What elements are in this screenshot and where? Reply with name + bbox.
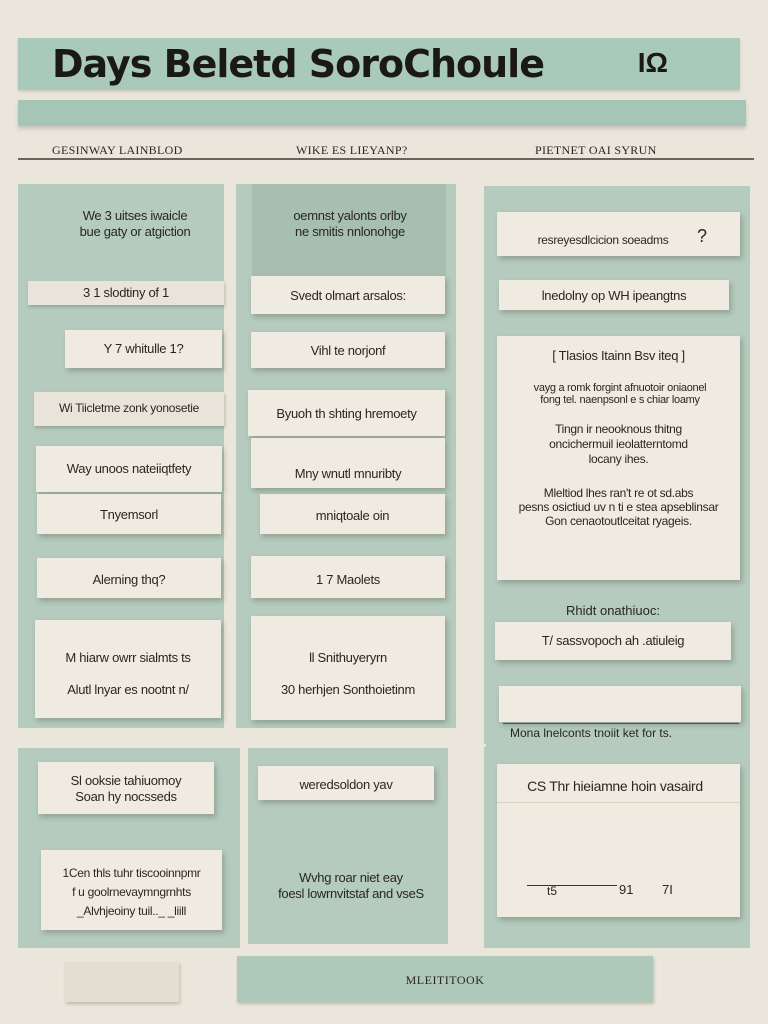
bottom-right-card — [497, 764, 740, 917]
page-title: Days Beletd SoroChoule — [52, 42, 544, 86]
left-card-3[interactable]: Wi Tiicletme zonk yonosetie — [34, 392, 224, 426]
right-card-c-heading: [ Tlasios Itainn Bsv iteq ] — [552, 348, 685, 363]
middle-card-5[interactable]: mniqtoale oin — [260, 494, 445, 534]
bottom-left-card-bottom[interactable]: 1Cen thls tuhr tiscooinnpmr f u goolrnevaymngrnhts _Alvhjeoiny tuil.._ _liill — [41, 850, 222, 930]
page-title-mark: IΩ — [637, 47, 668, 78]
right-card-b[interactable]: lnedolny op WH ipeangtns — [499, 280, 729, 310]
right-card-c-footer: Mleltiod lhes ran't re ot sd.abs pesns osictiud uv n ti e stea apseblinsar Gon cenaotoutlceitat ryageis. — [518, 486, 719, 528]
right-card-c-middle: Tingn ir neooknous thitng oncichermuil ieolatterntomd locany ihes. — [549, 422, 688, 466]
column-header-right: PIETNET OAI SYRUN — [535, 143, 657, 157]
bottom-right-card-divider — [497, 802, 740, 803]
title-bar — [18, 38, 740, 90]
right-footer-line: Mona lnelconts tnoiit ket for ts. — [510, 726, 673, 740]
middle-card-6[interactable]: 1 7 Maolets — [251, 556, 445, 598]
right-card-a[interactable] — [497, 212, 740, 256]
right-input-field[interactable]: T/ sassvopoch ah .atiuleig — [495, 622, 731, 660]
middle-card-7[interactable]: ll Snithuyeryrn 30 herhjen Sonthoietinm — [251, 616, 445, 720]
middle-card-3[interactable]: Byuoh th shting hremoety — [248, 390, 445, 436]
footer-blank-tab[interactable] — [65, 962, 179, 1002]
left-card-2[interactable]: Y 7 whitulle 1? — [65, 330, 222, 368]
footer-action-button[interactable] — [237, 956, 653, 1002]
right-blank-field[interactable] — [499, 686, 741, 722]
middle-card-1[interactable]: Svedt olmart arsalos: — [251, 276, 445, 314]
middle-card-4[interactable]: Mny wnutl mnuribty — [251, 438, 445, 488]
left-card-7[interactable]: M hiarw owrr sialmts ts Alutl lnyar es nootnt n/ — [35, 620, 221, 718]
right-note-label: Rhidt onathiuoc: — [566, 603, 660, 618]
sub-header-bar — [18, 100, 746, 126]
left-card-1[interactable]: 3 1 slodtiny of 1 — [28, 281, 224, 305]
middle-panel-intro: oemnst yalonts orlby ne smitis nnlonohge — [293, 208, 407, 239]
middle-card-2[interactable]: Vihl te norjonf — [251, 332, 445, 368]
right-card-c-body: vayg a romk forgint afnuotoir oniaonel fong tel. naenpsonl e s chiar loamy — [533, 382, 707, 406]
bottom-right-value-left: t5 — [547, 884, 558, 898]
left-card-4[interactable]: Way unoos nateiiqtfety — [36, 446, 222, 492]
bottom-middle-card-top[interactable]: weredsoldon yav — [258, 766, 434, 800]
section-divider — [18, 744, 486, 747]
right-card-a-mark: ? — [697, 226, 708, 246]
right-card-c — [497, 336, 740, 580]
column-header-middle: WIKE ES LIEYANP? — [296, 143, 408, 157]
left-panel-intro: We 3 uitses iwaicle bue gaty or atgiction — [79, 208, 191, 239]
column-header-left: GESINWAY LAINBLOD — [52, 143, 183, 157]
bottom-right-card-title: CS Thr hieiamne hoin vasaird — [527, 778, 703, 794]
right-underline — [503, 723, 739, 724]
bottom-middle-body: Wvhg roar niet eay foesl lowrnvitstaf and vseS — [278, 870, 424, 901]
left-card-5[interactable]: Tnyemsorl — [37, 494, 221, 534]
bottom-right-value-mid: 91 — [619, 882, 634, 897]
header-divider — [18, 158, 754, 160]
bottom-right-value-right: 7I — [662, 882, 673, 897]
left-card-6[interactable]: Alerning thq? — [37, 558, 221, 598]
bottom-left-card-top[interactable]: Sl ooksie tahiuomoy Soan hy nocsseds — [38, 762, 214, 814]
right-card-a-label: resreyesdlcicion soeadms — [537, 233, 669, 247]
bottom-right-underline — [527, 885, 617, 886]
footer-action-label: MLEITITOOK — [405, 973, 485, 987]
